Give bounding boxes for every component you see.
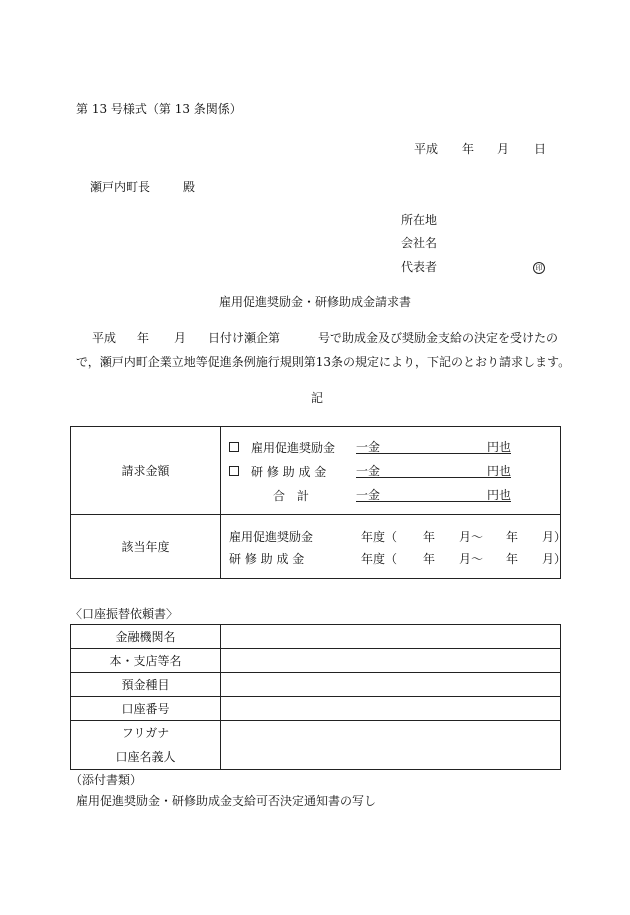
bank-heading: 〈口座振替依頼書〉	[70, 607, 179, 621]
bank-table	[70, 624, 561, 770]
fiscal-year-to: 年	[506, 530, 519, 544]
deposit-type-label: 預金種目	[121, 678, 170, 692]
row-name-employment: 雇用促進奨励金	[251, 441, 336, 455]
amount-suffix: 円也	[486, 464, 511, 478]
holder-label: 口座名義人	[115, 750, 176, 764]
amount-cell	[221, 427, 561, 515]
document-title: 雇用促進奨励金・研修助成金請求書	[219, 295, 412, 309]
claim-table	[70, 426, 567, 579]
row-name-total: 合 計	[273, 489, 310, 503]
fiscal-year-from: 年	[423, 552, 436, 566]
fiscal-cell	[221, 515, 567, 579]
deposit-type-field[interactable]	[221, 673, 561, 697]
representative-label: 代表者	[401, 260, 438, 274]
kana-label: フリガナ	[121, 726, 170, 740]
body-ref-prefix: 日付け瀬企第	[208, 331, 281, 345]
fiscal-label-cell	[71, 515, 221, 579]
bank-label-cell	[71, 649, 221, 673]
form-number: 第 13 号様式（第 13 条関係）	[76, 102, 242, 116]
body-era: 平成	[92, 331, 117, 345]
fiscal-month-to: 月）	[542, 552, 567, 566]
checkbox-employment[interactable]	[229, 442, 239, 452]
fiscal-month-to: 月）	[542, 530, 567, 544]
date-year: 年	[462, 142, 475, 156]
amount-line-total[interactable]	[356, 489, 511, 502]
amount-prefix: 一金	[356, 488, 381, 502]
holder-field[interactable]	[221, 721, 561, 770]
date-era: 平成	[414, 142, 439, 156]
fiscal-label: 該当年度	[121, 540, 170, 554]
fiscal-nendo: 年度（	[361, 530, 398, 544]
fiscal-month-from: 月～	[459, 530, 484, 544]
address-label: 所在地	[401, 213, 438, 227]
account-number-label: 口座番号	[121, 702, 170, 716]
row-name-training: 研 修 助 成 金	[251, 465, 327, 479]
fiscal-year-from: 年	[423, 530, 436, 544]
amount-label-cell	[71, 427, 221, 515]
amount-label: 請求金額	[121, 464, 170, 478]
fiscal-row-name: 研 修 助 成 金	[229, 552, 305, 566]
holder-label-cell	[71, 721, 221, 770]
addressee-honorific: 殿	[183, 180, 196, 194]
bank-name-label: 金融機関名	[115, 630, 176, 644]
bank-label-cell	[71, 697, 221, 721]
seal-icon: 印	[533, 262, 545, 274]
amount-prefix: 一金	[356, 464, 381, 478]
branch-field[interactable]	[221, 649, 561, 673]
date-month: 月	[497, 142, 510, 156]
account-number-field[interactable]	[221, 697, 561, 721]
body-line2: で，瀬戸内町企業立地等促進条例施行規則第13条の規定により，下記のとおり請求します。	[76, 355, 571, 369]
attachments-heading: （添付書類）	[70, 773, 143, 787]
amount-suffix: 円也	[486, 488, 511, 502]
fiscal-year-to: 年	[506, 552, 519, 566]
amount-line-training[interactable]	[356, 465, 511, 478]
ki-mark: 記	[311, 391, 324, 405]
addressee-name: 瀬戸内町長	[90, 180, 151, 194]
amount-line-employment[interactable]	[356, 441, 511, 454]
fiscal-month-from: 月～	[459, 552, 484, 566]
bank-label-cell	[71, 673, 221, 697]
amount-prefix: 一金	[356, 440, 381, 454]
checkbox-training[interactable]	[229, 466, 239, 476]
company-label: 会社名	[401, 236, 438, 250]
body-month: 月	[174, 331, 187, 345]
branch-label: 本・支店等名	[109, 654, 182, 668]
body-year: 年	[137, 331, 150, 345]
amount-suffix: 円也	[486, 440, 511, 454]
bank-name-field[interactable]	[221, 625, 561, 649]
date-day: 日	[534, 142, 547, 156]
fiscal-row-name: 雇用促進奨励金	[229, 530, 314, 544]
attachment-item: 雇用促進奨励金・研修助成金支給可否決定通知書の写し	[76, 794, 377, 808]
body-line1-rest: 号で助成金及び奨励金支給の決定を受けたの	[318, 331, 559, 345]
fiscal-nendo: 年度（	[361, 552, 398, 566]
bank-label-cell	[71, 625, 221, 649]
